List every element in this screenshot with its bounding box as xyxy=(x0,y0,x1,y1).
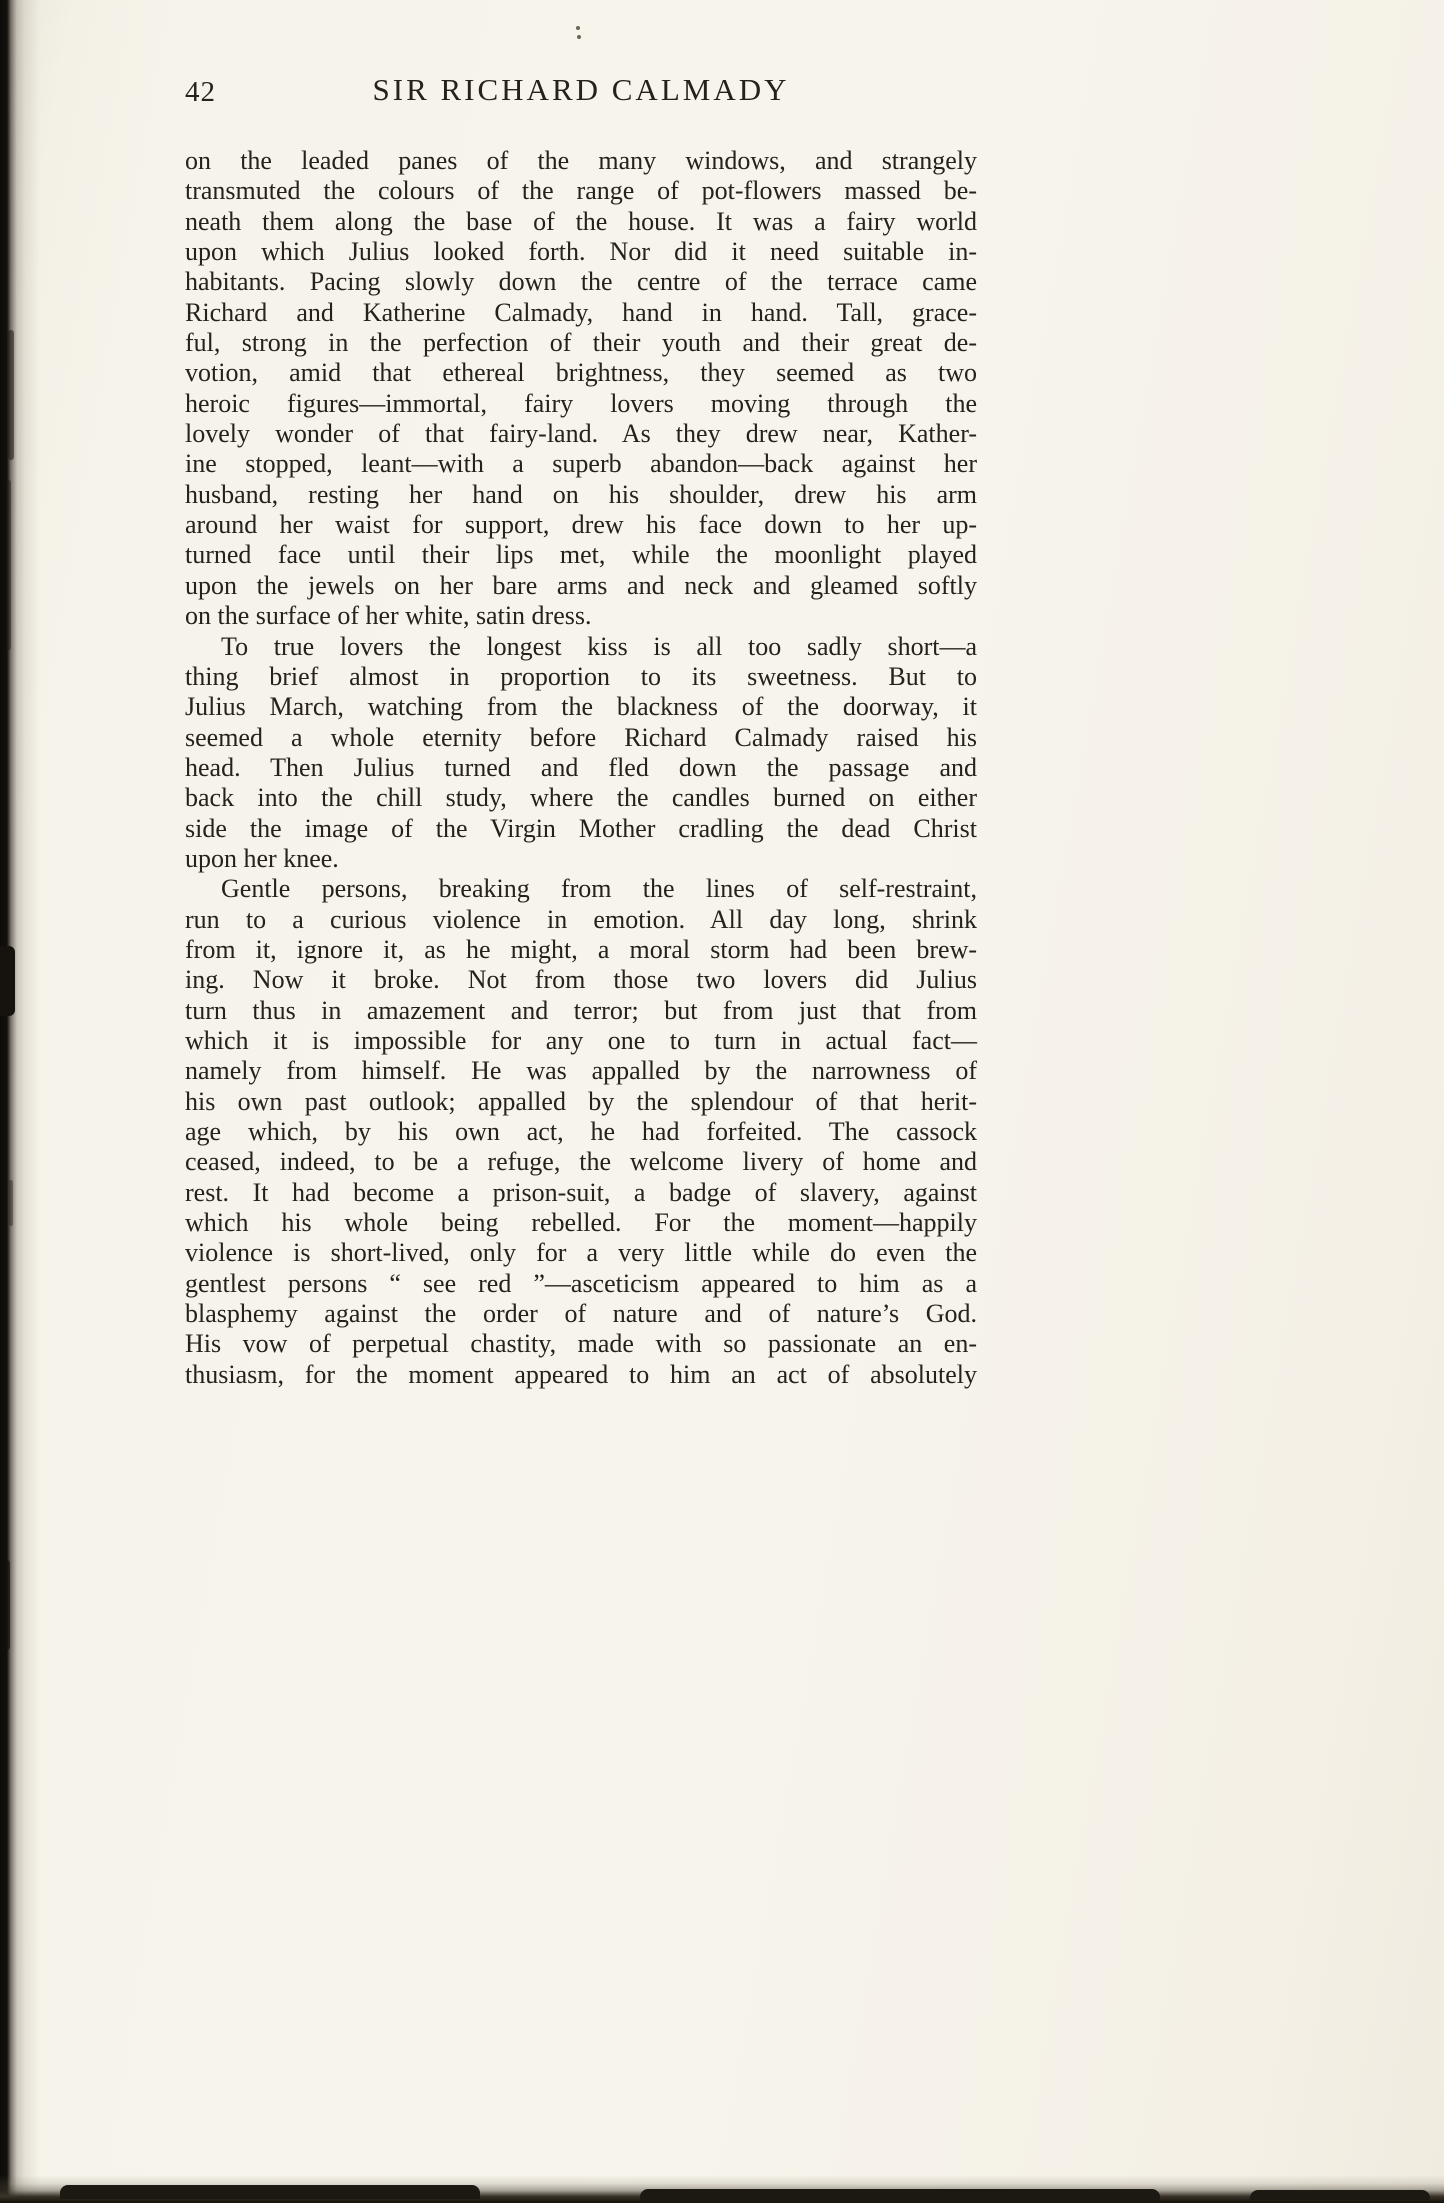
text-line: blasphemy against the order of nature and of nature’s God. xyxy=(185,1299,977,1329)
text-line: side the image of the Virgin Mother cradling the dead Christ xyxy=(185,813,977,843)
page-edge-tear xyxy=(1250,2190,1430,2200)
text-line: Richard and Katherine Calmady, hand in hand. Tall, grace- xyxy=(185,297,977,327)
text-line: which his whole being rebelled. For the moment—happily xyxy=(185,1208,977,1238)
text-line: back into the chill study, where the candles burned on either xyxy=(185,783,977,813)
text-line: age which, by his own act, he had forfeited. The cassock xyxy=(185,1117,977,1146)
text-line: around her waist for support, drew his face down to her up- xyxy=(185,510,977,540)
page-edge-tear xyxy=(60,2185,480,2199)
text-line: ful, strong in the perfection of their youth and their great de- xyxy=(185,328,977,358)
text-line: on the surface of her white, satin dress. xyxy=(185,601,592,631)
page-edge-tear xyxy=(640,2189,1160,2201)
scan-edge-mark xyxy=(9,1180,13,1226)
paragraph xyxy=(185,874,977,1390)
text-line: neath them along the base of the house. It was a fairy world xyxy=(185,206,977,236)
text-line: ceased, indeed, to be a refuge, the welcome livery of home and xyxy=(185,1147,977,1177)
page-header xyxy=(185,72,977,112)
text-line: upon which Julius looked forth. Nor did it need suitable in- xyxy=(185,237,977,267)
text-line: upon her knee. xyxy=(185,843,339,873)
text-line: heroic figures—immortal, fairy lovers moving through the xyxy=(185,388,977,418)
text-line: on the leaded panes of the many windows, and strangely xyxy=(185,146,977,175)
scan-edge-mark xyxy=(8,330,14,460)
text-line: run to a curious violence in emotion. All day long, shrink xyxy=(185,904,977,934)
paragraph xyxy=(185,146,977,632)
text-line: turned face until their lips met, while the moonlight played xyxy=(185,540,977,570)
text-line: his own past outlook; appalled by the splendour of that herit- xyxy=(185,1086,977,1116)
text-line: gentlest persons “ see red ”—asceticism appeared to him as a xyxy=(185,1268,977,1298)
text-line: Julius March, watching from the blackness of the doorway, it xyxy=(185,692,977,722)
text-line: husband, resting her hand on his shoulder, drew his arm xyxy=(185,479,977,509)
text-line: thusiasm, for the moment appeared to him an act of absolutely xyxy=(185,1359,977,1389)
running-title: SIR RICHARD CALMADY xyxy=(372,72,790,107)
scan-speck xyxy=(576,26,580,30)
text-line: rest. It had become a prison-suit, a badge of slavery, against xyxy=(185,1177,977,1207)
text-line: thing brief almost in proportion to its sweetness. But to xyxy=(185,661,977,691)
text-line: His vow of perpetual chastity, made with so passionate an en- xyxy=(185,1329,977,1359)
text-line: ine stopped, leant—with a superb abandon—back against her xyxy=(185,449,977,479)
text-line: Gentle persons, breaking from the lines of self-restraint, xyxy=(221,874,977,904)
text-line: head. Then Julius turned and fled down the passage and xyxy=(185,752,977,782)
text-line: ing. Now it broke. Not from those two lovers did Julius xyxy=(185,965,977,995)
text-line: turn thus in amazement and terror; but from just that from xyxy=(185,995,977,1025)
text-line: habitants. Pacing slowly down the centre of the terrace came xyxy=(185,267,977,297)
text-line: which it is impossible for any one to turn in actual fact— xyxy=(185,1025,977,1055)
text-line: namely from himself. He was appalled by the narrowness of xyxy=(185,1056,977,1086)
text-line: violence is short-lived, only for a very little while do even the xyxy=(185,1238,977,1268)
text-line: transmuted the colours of the range of pot-flowers massed be- xyxy=(185,176,977,206)
text-line: seemed a whole eternity before Richard Calmady raised his xyxy=(185,722,977,752)
scan-edge-mark xyxy=(4,1560,10,1650)
scan-edge-mark xyxy=(6,480,11,650)
text-line: upon the jewels on her bare arms and neck and gleamed softly xyxy=(185,570,977,600)
text-line: lovely wonder of that fairy-land. As they drew near, Kather- xyxy=(185,419,977,449)
paragraph xyxy=(185,632,977,875)
scan-edge-mark xyxy=(0,946,15,1016)
text-block xyxy=(185,146,977,1390)
text-line: votion, amid that ethereal brightness, they seemed as two xyxy=(185,358,977,388)
text-line: To true lovers the longest kiss is all too sadly short—a xyxy=(221,631,977,661)
text-line: from it, ignore it, as he might, a moral storm had been brew- xyxy=(185,934,977,964)
binding-shadow xyxy=(0,0,40,2203)
page-number: 42 xyxy=(185,76,216,108)
